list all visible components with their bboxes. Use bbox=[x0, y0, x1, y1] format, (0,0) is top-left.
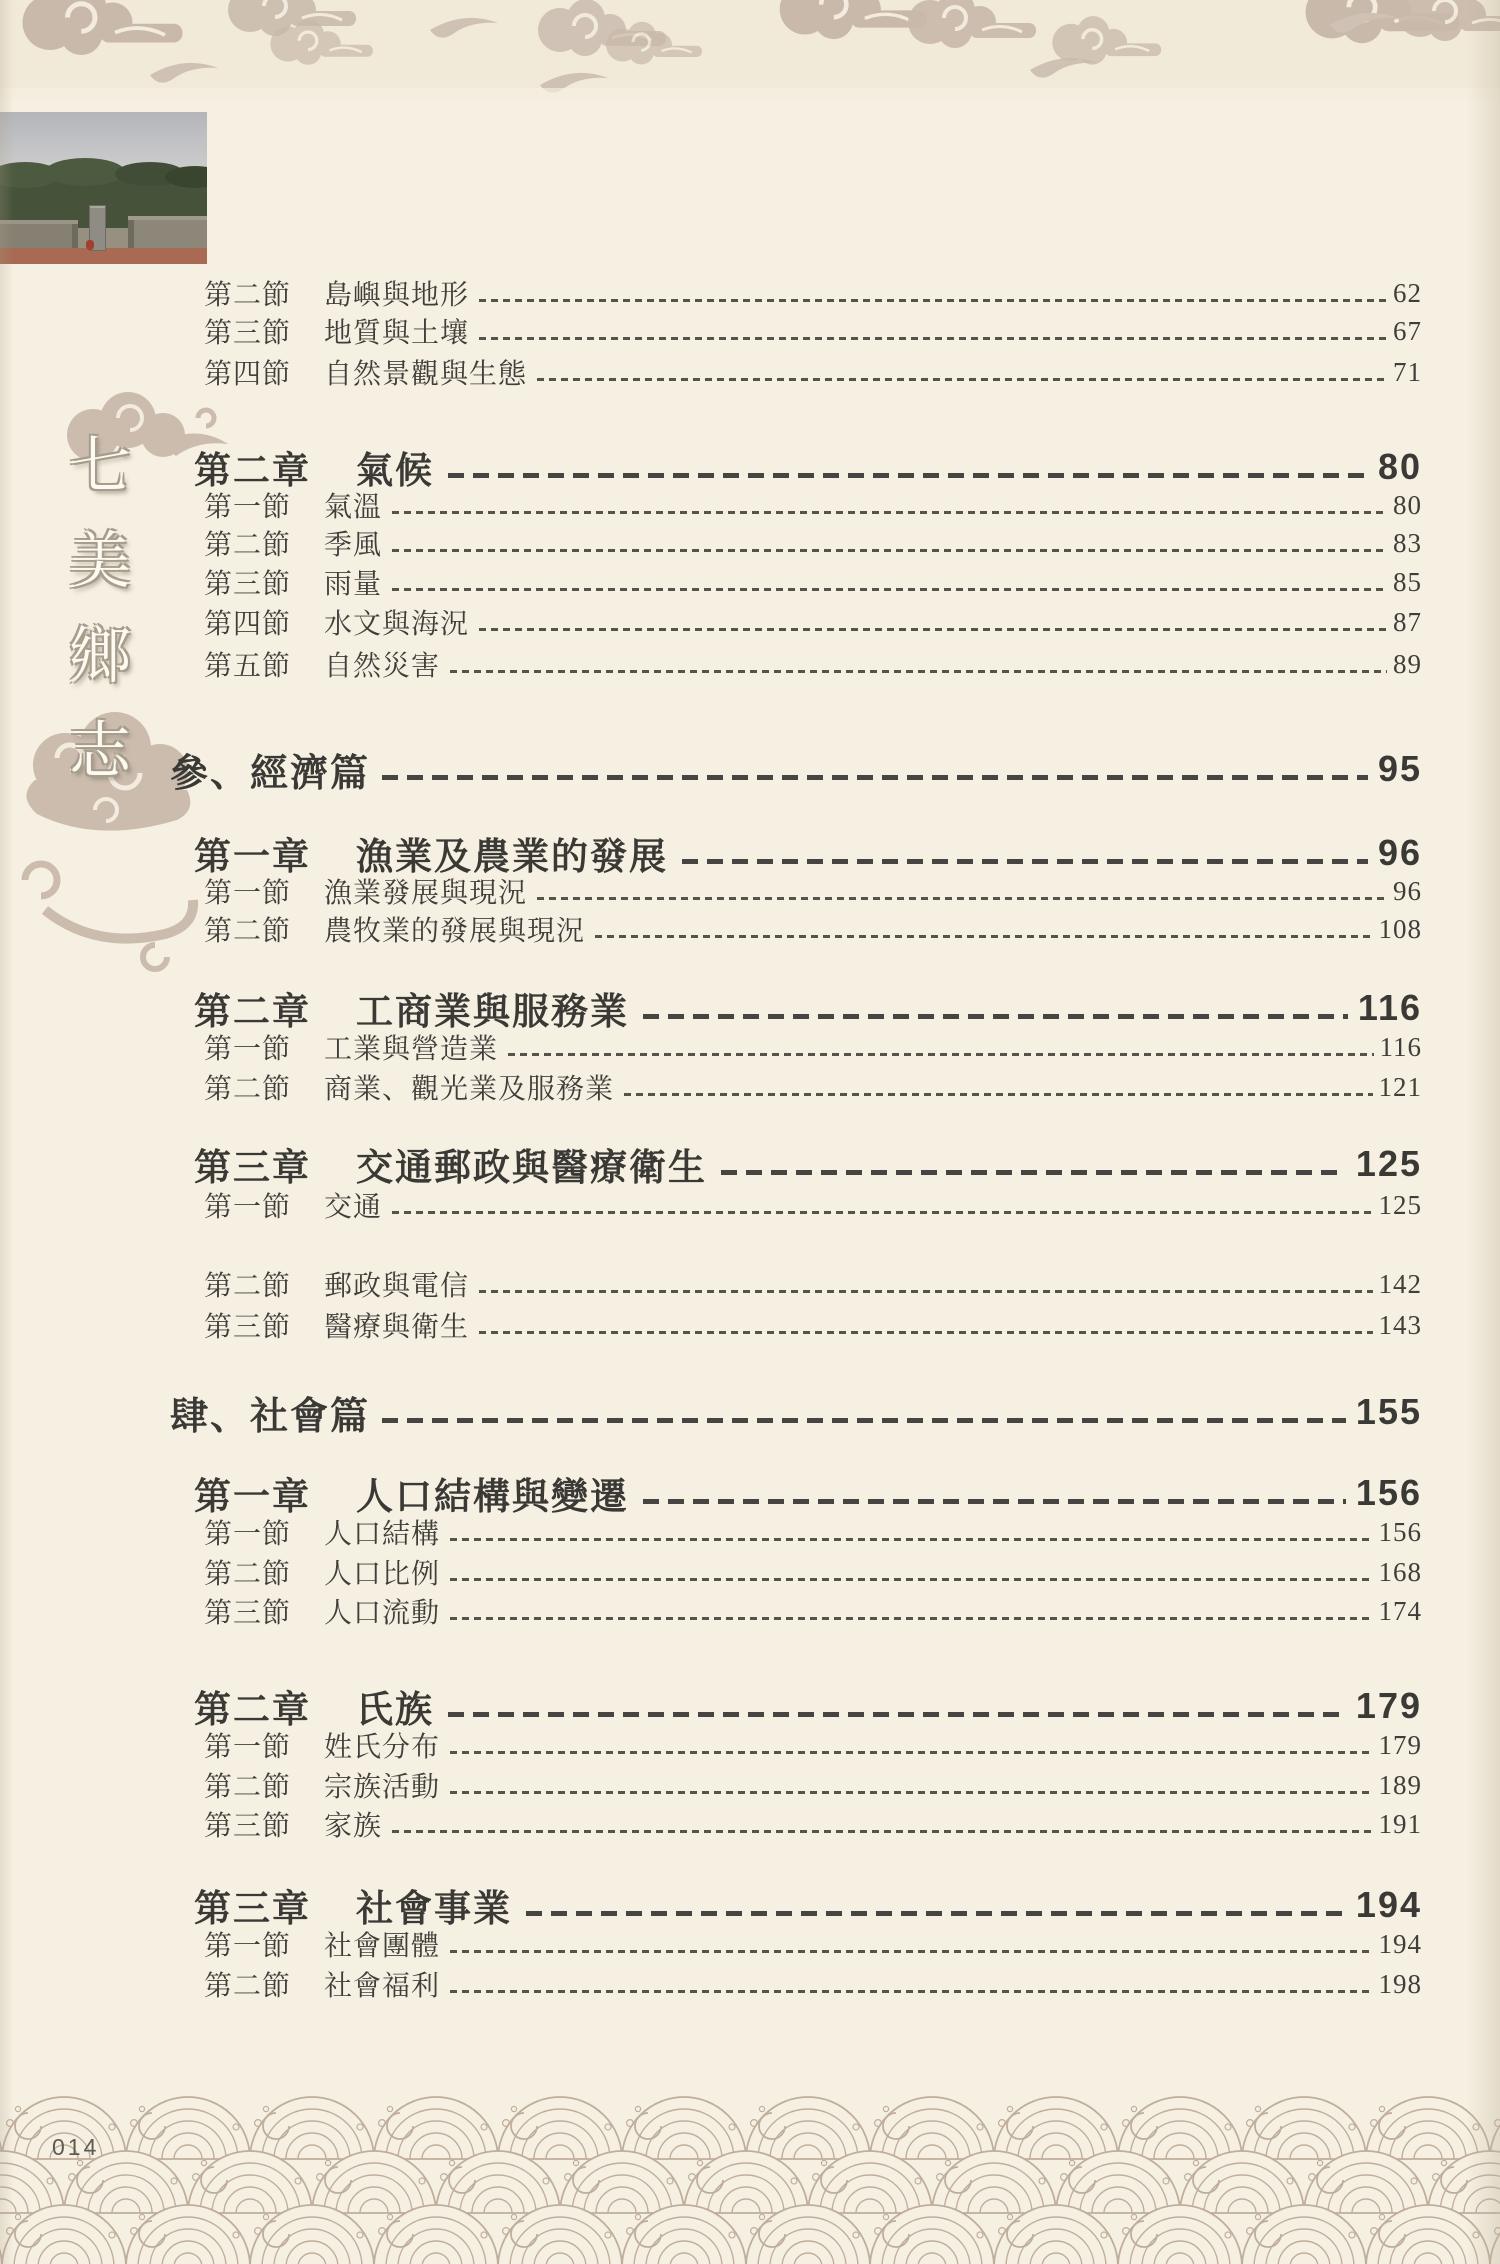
toc-page-number: 83 bbox=[1393, 527, 1422, 558]
dotted-leader bbox=[450, 1617, 1372, 1620]
toc-entry-label: 第一章 bbox=[194, 836, 311, 877]
toc-entry-title: 人口比例 bbox=[324, 1559, 441, 1590]
toc-entry-label: 第三節 bbox=[204, 318, 292, 349]
toc-row-section bbox=[170, 310, 1422, 352]
toc-row-section bbox=[170, 1304, 1422, 1346]
toc-page-number: 179 bbox=[1378, 1729, 1422, 1760]
toc-row-section bbox=[170, 1963, 1422, 2005]
toc-entry-label: 第一章 bbox=[194, 1476, 311, 1517]
toc-entry-label: 第四節 bbox=[204, 359, 292, 390]
dotted-leader bbox=[392, 511, 1387, 514]
toc-row-part bbox=[170, 740, 1422, 798]
toc-page-number: 198 bbox=[1378, 1968, 1422, 1999]
toc-row-chapter bbox=[170, 1137, 1422, 1191]
toc-entry-title: 島嶼與地形 bbox=[324, 280, 470, 311]
dotted-leader bbox=[392, 1830, 1372, 1833]
book-title-char: 志 bbox=[68, 714, 131, 787]
toc-row-section bbox=[170, 1803, 1422, 1845]
toc-entry-label: 第一節 bbox=[204, 1034, 292, 1065]
toc-page-number: 85 bbox=[1393, 566, 1422, 597]
toc-page-number: 116 bbox=[1357, 987, 1422, 1028]
toc-entry-label: 第一節 bbox=[204, 492, 292, 523]
toc-row-section bbox=[170, 1026, 1422, 1068]
dotted-leader bbox=[526, 1911, 1346, 1916]
toc-entry-title: 農牧業的發展與現況 bbox=[324, 916, 586, 947]
toc-page-number: 168 bbox=[1378, 1556, 1422, 1587]
toc-row-section bbox=[170, 1066, 1422, 1108]
toc-entry-label: 第二章 bbox=[194, 450, 311, 491]
dotted-leader bbox=[479, 299, 1387, 302]
dotted-leader bbox=[450, 1538, 1372, 1541]
toc-entry-title: 氣候 bbox=[356, 450, 434, 491]
toc-entry-label: 第二節 bbox=[204, 1971, 292, 2002]
dotted-leader bbox=[382, 1418, 1346, 1423]
toc-entry-title: 地質與土壤 bbox=[324, 318, 470, 349]
dotted-leader bbox=[392, 1211, 1372, 1214]
toc-entry-title: 社會福利 bbox=[324, 1971, 441, 2002]
dotted-leader bbox=[392, 588, 1387, 591]
toc-row-section bbox=[170, 601, 1422, 643]
toc-entry-label: 第一節 bbox=[204, 878, 292, 909]
toc-row-part bbox=[170, 1383, 1422, 1441]
toc-page-number: 116 bbox=[1379, 1031, 1422, 1062]
toc-entry-title: 郵政與電信 bbox=[324, 1271, 470, 1302]
toc-entry-title: 交通 bbox=[324, 1192, 383, 1223]
dotted-leader bbox=[450, 1751, 1372, 1754]
dotted-leader bbox=[643, 1499, 1346, 1504]
toc-entry-title: 工商業與服務業 bbox=[356, 991, 629, 1032]
toc-page-number: 62 bbox=[1393, 277, 1422, 308]
book-title-char: 美 bbox=[68, 524, 131, 597]
toc-entry-label: 第二節 bbox=[204, 1559, 292, 1590]
toc-page-number: 95 bbox=[1377, 748, 1422, 789]
toc-entry-label: 第二節 bbox=[204, 916, 292, 947]
dotted-leader bbox=[392, 549, 1387, 552]
toc-entry-label: 第一節 bbox=[204, 1519, 292, 1550]
toc-page-number: 121 bbox=[1378, 1071, 1422, 1102]
toc-entry-title: 商業、觀光業及服務業 bbox=[324, 1074, 615, 1105]
book-title-vertical bbox=[28, 418, 172, 798]
toc-page-number: 156 bbox=[1355, 1472, 1422, 1513]
toc-entry-label: 第三章 bbox=[194, 1888, 311, 1929]
dotted-leader bbox=[721, 1170, 1346, 1175]
dotted-leader bbox=[624, 1093, 1372, 1096]
toc-row-section bbox=[170, 1184, 1422, 1226]
toc-entry-label: 第一節 bbox=[204, 1931, 292, 1962]
toc-page-number: 194 bbox=[1378, 1928, 1422, 1959]
toc-entry-title: 肆、社會篇 bbox=[170, 1395, 371, 1438]
toc-entry-title: 人口結構與變遷 bbox=[356, 1476, 629, 1517]
toc-entry-title: 漁業及農業的發展 bbox=[356, 836, 668, 877]
toc-entry-title: 交通郵政與醫療衛生 bbox=[356, 1147, 707, 1188]
toc-entry-label: 第三節 bbox=[204, 1598, 292, 1629]
toc-entry-title: 社會團體 bbox=[324, 1931, 441, 1962]
toc-row-section bbox=[170, 643, 1422, 685]
toc-entry-title: 氣溫 bbox=[324, 492, 383, 523]
toc-entry-title: 自然景觀與生態 bbox=[324, 359, 528, 390]
toc-entry-label: 第三節 bbox=[204, 569, 292, 600]
toc-row-section bbox=[170, 1764, 1422, 1806]
toc-row-section bbox=[170, 561, 1422, 603]
toc-entry-label: 第二節 bbox=[204, 1772, 292, 1803]
toc-row-section bbox=[170, 484, 1422, 526]
dotted-leader bbox=[450, 670, 1387, 673]
toc-entry-title: 人口流動 bbox=[324, 1598, 441, 1629]
toc-page-number: 174 bbox=[1378, 1595, 1422, 1626]
dotted-leader bbox=[508, 1053, 1373, 1056]
toc-entry-title: 社會事業 bbox=[356, 1888, 512, 1929]
toc-page-number: 189 bbox=[1378, 1769, 1422, 1800]
toc-page-number: 89 bbox=[1393, 648, 1422, 679]
toc-row-section bbox=[170, 522, 1422, 564]
toc-entry-title: 氏族 bbox=[356, 1689, 434, 1730]
dotted-leader bbox=[479, 337, 1387, 340]
photo-flowers bbox=[86, 240, 94, 250]
toc-entry-title: 人口結構 bbox=[324, 1519, 441, 1550]
toc-entry-title: 雨量 bbox=[324, 569, 383, 600]
toc-entry-label: 第二節 bbox=[204, 1074, 292, 1105]
photo-bush bbox=[45, 158, 125, 186]
toc-page-number: 80 bbox=[1377, 446, 1422, 487]
toc-row-section bbox=[170, 1551, 1422, 1593]
toc-entry-label: 第三節 bbox=[204, 1811, 292, 1842]
toc-row-section bbox=[170, 272, 1422, 314]
toc-entry-label: 第二節 bbox=[204, 280, 292, 311]
toc-page-number: 125 bbox=[1355, 1143, 1422, 1184]
toc-entry-title: 姓氏分布 bbox=[324, 1732, 441, 1763]
toc-row-section bbox=[170, 351, 1422, 393]
dotted-leader bbox=[682, 859, 1368, 864]
toc-row-section bbox=[170, 1263, 1422, 1305]
toc-page-number: 87 bbox=[1393, 606, 1422, 637]
page-gutter-shadow bbox=[0, 0, 14, 2264]
toc-row-section bbox=[170, 1511, 1422, 1553]
toc-entry-title: 宗族活動 bbox=[324, 1772, 441, 1803]
toc-page-number: 71 bbox=[1393, 356, 1422, 387]
book-title-char: 七 bbox=[68, 429, 131, 502]
toc-entry-title: 自然災害 bbox=[324, 651, 441, 682]
dotted-leader bbox=[479, 1290, 1372, 1293]
dotted-leader bbox=[448, 473, 1368, 478]
toc-page-number: 67 bbox=[1393, 315, 1422, 346]
toc-entry-label: 第一節 bbox=[204, 1192, 292, 1223]
toc-entry-label: 第二章 bbox=[194, 1689, 311, 1730]
toc-entry-title: 參、經濟篇 bbox=[170, 752, 371, 795]
dotted-leader bbox=[595, 935, 1372, 938]
toc-entry-label: 第二章 bbox=[194, 991, 311, 1032]
toc-entry-label: 第二節 bbox=[204, 530, 292, 561]
toc-entry-label: 第三節 bbox=[204, 1312, 292, 1343]
toc-entry-label: 第一節 bbox=[204, 1732, 292, 1763]
book-title-char: 鄉 bbox=[68, 619, 131, 692]
toc-entry-title: 水文與海況 bbox=[324, 609, 470, 640]
wave-pattern bbox=[0, 2089, 1500, 2264]
dotted-leader bbox=[537, 897, 1387, 900]
dotted-leader bbox=[479, 628, 1387, 631]
toc-row-section bbox=[170, 1724, 1422, 1766]
toc-page-number: 155 bbox=[1355, 1391, 1422, 1432]
dotted-leader bbox=[450, 1791, 1372, 1794]
toc-row-section bbox=[170, 908, 1422, 950]
dotted-leader bbox=[450, 1578, 1372, 1581]
dotted-leader bbox=[450, 1990, 1372, 1993]
toc-entry-label: 第五節 bbox=[204, 651, 292, 682]
toc-page-number: 191 bbox=[1378, 1808, 1422, 1839]
wave-border-bottom bbox=[0, 2089, 1500, 2264]
dotted-leader bbox=[448, 1712, 1346, 1717]
page-edge-shadow bbox=[1466, 0, 1500, 2264]
toc-entry-title: 家族 bbox=[324, 1811, 383, 1842]
toc-entry-title: 季風 bbox=[324, 530, 383, 561]
toc-entry-title: 漁業發展與現況 bbox=[324, 878, 528, 909]
toc-page-number: 96 bbox=[1377, 832, 1422, 873]
dotted-leader bbox=[450, 1950, 1372, 1953]
toc-entry-title: 工業與營造業 bbox=[324, 1034, 499, 1065]
toc-page-number: 194 bbox=[1355, 1884, 1422, 1925]
toc-row-section bbox=[170, 1590, 1422, 1632]
toc-page-number: 96 bbox=[1393, 875, 1422, 906]
toc-page-number: 125 bbox=[1378, 1189, 1422, 1220]
toc-page-number: 108 bbox=[1378, 913, 1422, 944]
toc-page-number: 156 bbox=[1378, 1516, 1422, 1547]
toc-entry-title: 醫療與衛生 bbox=[324, 1312, 470, 1343]
toc-row-section bbox=[170, 870, 1422, 912]
toc-page-number: 143 bbox=[1378, 1309, 1422, 1340]
toc-row-section bbox=[170, 1923, 1422, 1965]
toc-page-number: 142 bbox=[1378, 1268, 1422, 1299]
toc-entry-label: 第四節 bbox=[204, 609, 292, 640]
folio-page-number: 014 bbox=[52, 2134, 100, 2160]
toc-entry-label: 第二節 bbox=[204, 1271, 292, 1302]
dotted-leader bbox=[643, 1014, 1348, 1019]
dotted-leader bbox=[382, 775, 1368, 780]
toc-entry-label: 第三章 bbox=[194, 1147, 311, 1188]
table-of-contents bbox=[170, 0, 1422, 2100]
toc-page-number: 80 bbox=[1393, 489, 1422, 520]
toc-page-number: 179 bbox=[1355, 1685, 1422, 1726]
dotted-leader bbox=[479, 1331, 1372, 1334]
dotted-leader bbox=[537, 378, 1387, 381]
